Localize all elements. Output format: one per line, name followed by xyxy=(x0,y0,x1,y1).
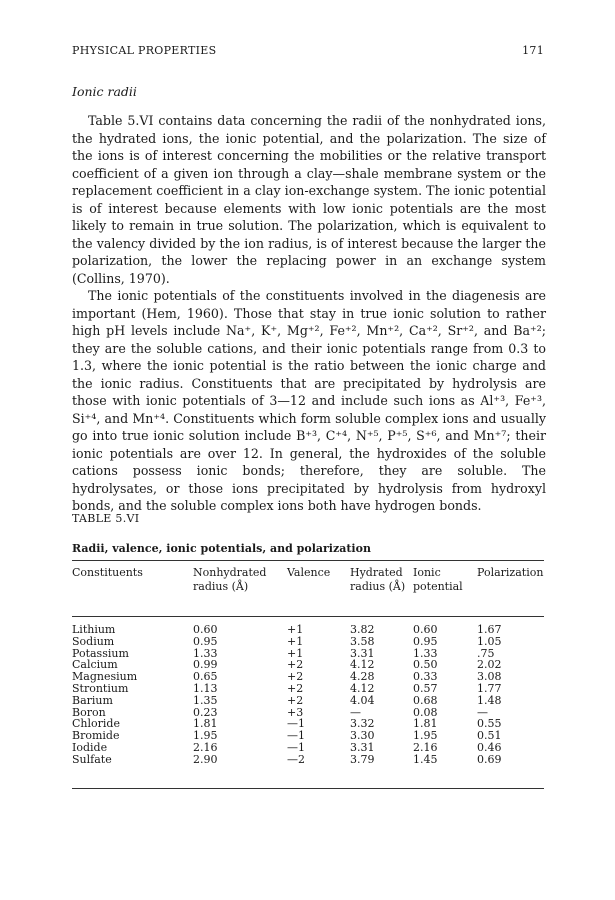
table-row xyxy=(72,636,544,648)
body-text xyxy=(72,112,546,515)
table-cell: 0.95 xyxy=(193,634,218,648)
table-cell: 1.33 xyxy=(413,646,438,660)
table-cell: 3.08 xyxy=(477,670,502,684)
table-cell: Lithium xyxy=(72,623,116,636)
table-cell: Strontium xyxy=(72,681,129,695)
table-cell: 0.69 xyxy=(477,752,502,766)
table-row xyxy=(72,671,544,683)
table-cell: 3.32 xyxy=(350,717,375,731)
table-cell: 0.08 xyxy=(413,705,438,719)
table-row xyxy=(72,695,544,707)
table-cell: +1 xyxy=(287,646,304,660)
table-cell: 0.46 xyxy=(477,740,502,754)
table-cell: 1.77 xyxy=(477,681,502,695)
table-cell: Chloride xyxy=(72,717,120,731)
table-cell: Sulfate xyxy=(72,752,112,766)
table-cell: 0.60 xyxy=(413,623,438,636)
table-cell: +2 xyxy=(287,670,304,684)
table-cell: Barium xyxy=(72,693,113,707)
column-header: Hydrated radius (Å) xyxy=(350,566,406,593)
table-cell: 1.45 xyxy=(413,752,438,766)
table-cell: +1 xyxy=(287,623,304,636)
table-cell: 0.57 xyxy=(413,681,438,695)
table-cell: —1 xyxy=(287,729,305,743)
table-cell: +1 xyxy=(287,634,304,648)
table-cell: 2.02 xyxy=(477,658,502,672)
table-cell: 2.90 xyxy=(193,752,218,766)
table-row xyxy=(72,648,544,660)
table-cell: 1.48 xyxy=(477,693,502,707)
table-cell: 3.31 xyxy=(350,646,375,660)
table-row xyxy=(72,707,544,719)
table-cell: Potassium xyxy=(72,646,129,660)
table-cell: —1 xyxy=(287,740,305,754)
table-cell: 0.50 xyxy=(413,658,438,672)
table-cell: — xyxy=(477,705,488,719)
table-row xyxy=(72,659,544,671)
table-cell: +2 xyxy=(287,658,304,672)
table-cell: .75 xyxy=(477,646,495,660)
table-header-row xyxy=(72,566,544,616)
table-cell: —2 xyxy=(287,752,305,766)
table-cell: Bromide xyxy=(72,729,120,743)
table-cell: 0.68 xyxy=(413,693,438,707)
table-row xyxy=(72,742,544,754)
column-header: Ionic potential xyxy=(413,566,463,593)
table-cell: 3.82 xyxy=(350,623,375,636)
table-cell: — xyxy=(350,705,361,719)
table-cell: Boron xyxy=(72,705,106,719)
table-cell: 1.81 xyxy=(193,717,218,731)
column-header: Polarization xyxy=(477,566,544,579)
table-cell: 3.31 xyxy=(350,740,375,754)
table-cell: 4.28 xyxy=(350,670,375,684)
table-cell: 1.67 xyxy=(477,623,502,636)
table-cell: 1.95 xyxy=(413,729,438,743)
table-cell: 4.12 xyxy=(350,658,375,672)
table-cell: 4.04 xyxy=(350,693,375,707)
column-header: Nonhydrated radius (Å) xyxy=(193,566,267,593)
table-row xyxy=(72,730,544,742)
table-cell: 4.12 xyxy=(350,681,375,695)
running-title: PHYSICAL PROPERTIES xyxy=(72,44,217,57)
section-title: Ionic radii xyxy=(72,84,137,99)
table-cell: 2.16 xyxy=(193,740,218,754)
column-header: Constituents xyxy=(72,566,143,579)
table-cell: Iodide xyxy=(72,740,108,754)
table-cell: 1.05 xyxy=(477,634,502,648)
table-rule-top xyxy=(72,560,544,561)
table-cell: 3.58 xyxy=(350,634,375,648)
table-cell: +2 xyxy=(287,681,304,695)
table-cell: Magnesium xyxy=(72,670,138,684)
table-cell: 2.16 xyxy=(413,740,438,754)
table-row xyxy=(72,616,544,636)
table-cell: 0.65 xyxy=(193,670,218,684)
table-label: TABLE 5.VI xyxy=(72,512,140,525)
table-cell: 0.95 xyxy=(413,634,438,648)
table-cell: +2 xyxy=(287,693,304,707)
table-cell: 0.55 xyxy=(477,717,502,731)
table-cell: +3 xyxy=(287,705,304,719)
table-cell: 0.33 xyxy=(413,670,438,684)
table-cell: 0.99 xyxy=(193,658,218,672)
table-cell: 3.30 xyxy=(350,729,375,743)
data-table xyxy=(72,566,544,766)
table-row xyxy=(72,754,544,766)
table-cell: 1.13 xyxy=(193,681,218,695)
table-cell: 1.95 xyxy=(193,729,218,743)
table-rule-bottom xyxy=(72,788,544,789)
paragraph: Table 5.VI contains data concerning the radii of the nonhydrated ions, the hydrated ions, the ionic potential, and the polarization. The size of the ions is of interest concerning the mobilities or the relative transport coefficient of a given ion through a clay—shale membrane system or the replacement coefficient in a clay ion-exchange system. The ionic potential is of interest because elements with low ionic potentials are the most likely to remain in true solution. The polarization, which is equivalent to the valency divided by the ion radius, is of interest because the larger the polarization, the lower the replacing power in an exchange system (Collins, 1970). xyxy=(72,113,546,286)
table-cell: 1.35 xyxy=(193,693,218,707)
table-cell: 1.33 xyxy=(193,646,218,660)
table-cell: 0.23 xyxy=(193,705,218,719)
table-caption: Radii, valence, ionic potentials, and polarization xyxy=(72,542,371,555)
table-cell: Calcium xyxy=(72,658,118,672)
paragraph: The ionic potentials of the constituents involved in the diagenesis are important (Hem, 1960). Those that stay in true ionic solution to rather high pH levels include Na⁺, K⁺, Mg⁺², Fe⁺², Mn⁺², Ca⁺², Sr⁺², and Ba⁺²; they are the soluble cations, and their ionic potentials range from 0.3 to 1.3, where the ionic potential is the ratio between the ionic charge and the ionic radius. Constituents that are precipitated by hydrolysis are those with ionic potentials of 3—12 and include such ions as Al⁺³, Fe⁺³, Si⁺⁴, and Mn⁺⁴. Constituents which form soluble complex ions and usually go into true ionic solution include B⁺³, C⁺⁴, N⁺⁵, P⁺⁵, S⁺⁶, and Mn⁺⁷; their ionic potentials are over 12. In general, the hydroxides of the soluble cations possess ionic bonds; therefore, they are soluble. The hydrolysates, or those ions precipitated by hydrolysis from hydroxyl bonds, and the soluble complex ions both have hydrogen bonds. xyxy=(72,288,546,513)
table-cell: 3.79 xyxy=(350,752,375,766)
table-cell: —1 xyxy=(287,717,305,731)
table-cell: 0.51 xyxy=(477,729,502,743)
table-row xyxy=(72,718,544,730)
table-cell: 1.81 xyxy=(413,717,438,731)
table-cell: Sodium xyxy=(72,634,115,648)
column-header: Valence xyxy=(287,566,331,579)
table-cell: 0.60 xyxy=(193,623,218,636)
table-row xyxy=(72,683,544,695)
page-number: 171 xyxy=(522,44,544,57)
